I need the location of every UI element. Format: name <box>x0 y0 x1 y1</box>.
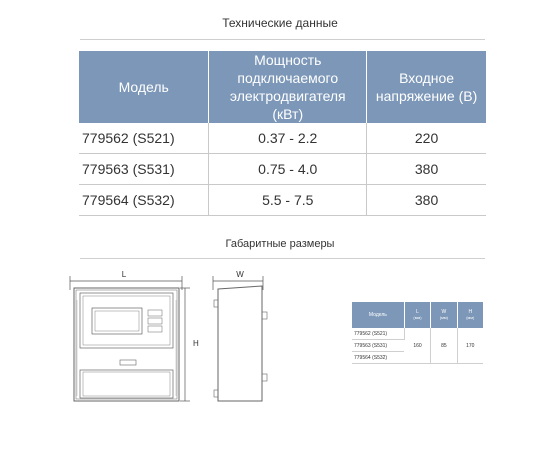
front-view <box>74 288 179 401</box>
cell-voltage: 380 <box>367 185 486 216</box>
dimensions-table <box>352 302 483 364</box>
header-h <box>457 302 483 328</box>
cell-model: 779562 (S521) <box>79 123 209 154</box>
cell-model: 779563 (S531) <box>352 340 404 352</box>
header-label: H <box>468 309 473 315</box>
header-label: L <box>416 309 419 315</box>
header-unit: (мм) <box>466 315 475 320</box>
label-w: W <box>236 270 244 279</box>
header-model <box>352 302 404 328</box>
dimensions-title: Габаритные размеры <box>225 238 335 250</box>
cell-model: 779562 (S521) <box>352 328 404 340</box>
cell-model: 779563 (S531) <box>79 154 209 185</box>
header-unit: (мм) <box>439 315 448 320</box>
header-model: Модель <box>79 51 209 123</box>
side-view <box>214 286 267 401</box>
header-w <box>431 302 457 328</box>
header-l <box>404 302 430 328</box>
tech-data-title: Технические данные <box>222 16 338 30</box>
cell-power: 0.37 - 2.2 <box>209 123 367 154</box>
table-header-row <box>352 302 483 328</box>
cell-l: 160 <box>404 328 430 364</box>
cell-power: 0.75 - 4.0 <box>209 154 367 185</box>
header-unit: (мм) <box>413 315 422 320</box>
cell-power: 5.5 - 7.5 <box>209 185 367 216</box>
cell-w: 85 <box>431 328 457 364</box>
header-power: Мощность подключаемого электродвигателя (кВт) <box>209 51 367 123</box>
header-label: W <box>441 309 447 315</box>
cell-model: 779564 (S532) <box>79 185 209 216</box>
cell-voltage: 380 <box>367 154 486 185</box>
label-l: L <box>121 270 127 279</box>
header-label: Модель <box>368 312 387 318</box>
h-dimension-line <box>180 288 190 401</box>
cell-voltage: 220 <box>367 123 486 154</box>
label-h: H <box>193 339 199 348</box>
header-voltage: Входное напряжение (В) <box>367 51 486 123</box>
cell-h: 170 <box>457 328 483 364</box>
cell-model: 779564 (S532) <box>352 352 404 364</box>
table-row <box>352 328 483 340</box>
